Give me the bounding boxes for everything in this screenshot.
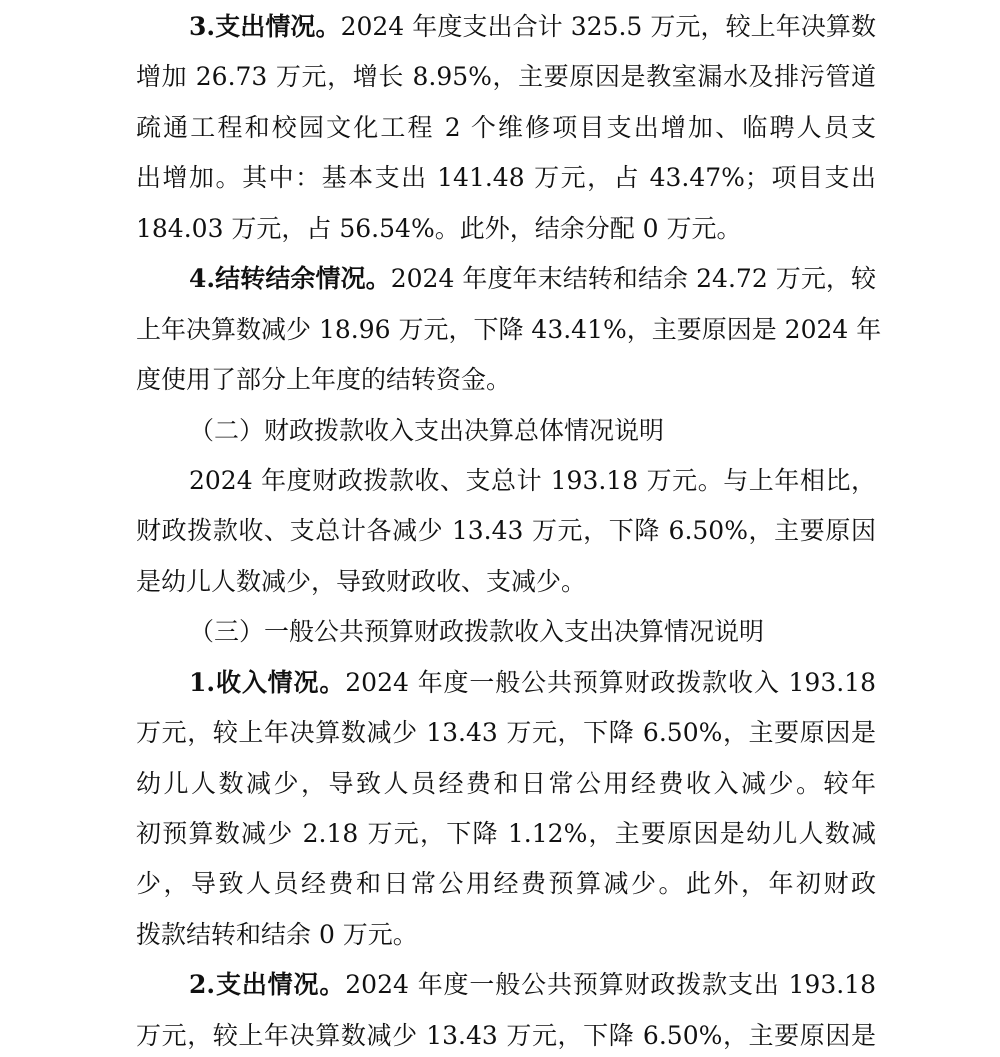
- paragraph-line-last: 拨款结转和结余 0 万元。: [136, 920, 418, 949]
- heading-expenditure: 3.支出情况。: [189, 12, 341, 41]
- paragraph-general-expenditure-line-1: [189, 965, 876, 1005]
- paragraph-line: 初预算数减少 2.18 万元，下降 1.12%，主要原因是幼儿人数减: [136, 819, 876, 848]
- text-run: 2024 年度一般公共预算财政拨款收入 193.18: [345, 668, 876, 697]
- paragraph-line: 少，导致人员经费和日常公用经费预算减少。此外，年初财政: [136, 869, 876, 898]
- paragraph-line-last: 是幼儿人数减少，导致财政收、支减少。: [136, 567, 587, 596]
- paragraph-line: 增加 26.73 万元，增长 8.95%，主要原因是教室漏水及排污管道: [136, 62, 876, 91]
- paragraph-line: 幼儿人数减少，导致人员经费和日常公用经费收入减少。较年: [136, 769, 876, 798]
- paragraph-line: 上年决算数减少 18.96 万元，下降 43.41%，主要原因是 2024 年: [136, 315, 882, 344]
- section-title-general-budget: （三）一般公共预算财政拨款收入支出决算情况说明: [189, 617, 765, 646]
- text-run: 2024 年度支出合计 325.5 万元，较上年决算数: [340, 12, 876, 41]
- paragraph-line: 出增加。其中：基本支出 141.48 万元，占 43.47%；项目支出: [136, 163, 876, 192]
- paragraph-line: 2024 年度财政拨款收、支总计 193.18 万元。与上年相比，: [189, 466, 876, 495]
- paragraph-line: 万元，较上年决算数减少 13.43 万元，下降 6.50%，主要原因是: [136, 718, 876, 747]
- paragraph-line-last: 184.03 万元，占 56.54%。此外，结余分配 0 万元。: [136, 214, 742, 243]
- text-run: 2024 年度年末结转和结余 24.72 万元，较: [390, 264, 876, 293]
- heading-income: 1.收入情况。: [189, 668, 346, 697]
- paragraph-expenditure-line-1: [189, 7, 876, 47]
- paragraph-line: 万元，较上年决算数减少 13.43 万元，下降 6.50%，主要原因是: [136, 1021, 876, 1050]
- heading-carryover: 4.结转结余情况。: [189, 264, 391, 293]
- paragraph-income-line-1: [189, 663, 876, 703]
- text-run: 2024 年度一般公共预算财政拨款支出 193.18: [345, 970, 876, 999]
- heading-general-expenditure: 2.支出情况。: [189, 970, 346, 999]
- section-title-fiscal-overall: （二）财政拨款收入支出决算总体情况说明: [189, 416, 665, 445]
- paragraph-line: 财政拨款收、支总计各减少 13.43 万元，下降 6.50%，主要原因: [136, 516, 876, 545]
- paragraph-carryover-line-1: [189, 259, 876, 299]
- paragraph-line: 疏通工程和校园文化工程 2 个维修项目支出增加、临聘人员支: [136, 113, 876, 142]
- paragraph-line-last: 度使用了部分上年度的结转资金。: [136, 365, 512, 394]
